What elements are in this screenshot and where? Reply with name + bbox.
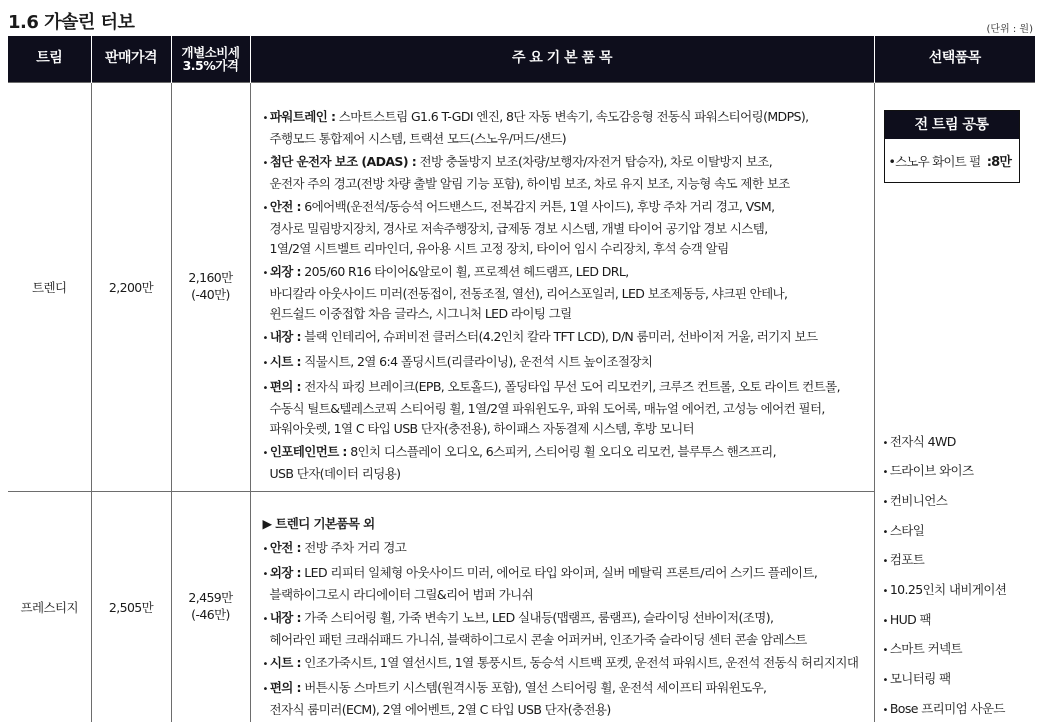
feature-text: 블랙하이그로시 라디에이터 그릴&리어 범퍼 가니쉬	[269, 586, 534, 602]
feature-category: 내장 :	[269, 609, 301, 625]
feature-text: 전자식 파킹 브레이크(EPB, 오토홀드), 폴딩타입 무선 도어 리모컨키, 크루즈 컨트롤, 오토 라이트 컨트롤,	[304, 379, 840, 394]
header-trim: 트림	[8, 36, 91, 82]
bullet-icon: •	[262, 658, 268, 670]
feature-line	[263, 538, 868, 560]
sale-price: 2,505만	[91, 491, 171, 722]
feature-line	[263, 129, 868, 149]
feature-line	[263, 630, 868, 650]
feature-line	[263, 304, 868, 324]
bullet-icon: •	[882, 496, 888, 508]
option-item	[883, 456, 1007, 486]
feature-item	[263, 442, 868, 484]
option-name: 전자식 4WD	[889, 433, 956, 449]
feature-line	[263, 585, 868, 605]
feature-line	[263, 464, 868, 484]
feature-line	[263, 262, 868, 284]
option-list	[883, 427, 1007, 722]
option-item	[883, 427, 1007, 457]
feature-line	[263, 327, 868, 349]
bullet-icon: •	[882, 645, 888, 657]
option-item	[883, 634, 1007, 664]
option-name: 스마트 커넥트	[889, 641, 963, 657]
feature-line	[263, 678, 868, 700]
feature-category: 인포테인먼트 :	[269, 444, 347, 459]
feature-line	[263, 442, 868, 464]
feature-item	[263, 377, 868, 439]
sale-price: 2,200만	[91, 82, 171, 491]
feature-text: 205/60 R16 타이어&알로이 휠, 프로젝션 헤드램프, LED DRL,	[304, 264, 629, 279]
feature-item	[263, 653, 868, 675]
bullet-icon: •	[262, 568, 268, 580]
feature-line	[263, 107, 868, 129]
bullet-icon: •	[262, 683, 268, 695]
feature-line	[263, 563, 868, 585]
option-item	[883, 575, 1007, 605]
feature-category: 외장 :	[269, 564, 301, 580]
tax-price-cell	[171, 82, 250, 491]
trim-row-trendy	[8, 82, 1035, 491]
feature-item	[263, 197, 868, 259]
feature-text: USB 단자(데이터 리딩용)	[269, 466, 401, 481]
feature-text: 전자식 룸미러(ECM), 2열 에어벤트, 2열 C 타입 USB 단자(충전용)	[269, 701, 611, 717]
feature-text: 가죽 스티어링 휠, 가죽 변속기 노브, LED 실내등(맵램프, 룸램프), 슬라이딩 선바이저(조명),	[304, 609, 774, 625]
option-item	[883, 694, 1007, 722]
feature-text: 1열/2열 시트벨트 리마인더, 유아용 시트 고정 장치, 타이어 임시 수리장치, 후석 승객 알림	[269, 241, 729, 256]
feature-category: 편의 :	[269, 679, 301, 695]
feature-subhead: ▶ 트렌디 기본품목 외	[262, 515, 375, 531]
bullet-icon: •	[262, 448, 268, 459]
bullet-icon: •	[262, 333, 268, 344]
feature-text: 직물시트, 2열 6:4 폴딩시트(리클라이닝), 운전석 시트 높이조절장치	[304, 354, 653, 369]
feature-text: 수동식 틸트&텔레스코픽 스티어링 휠, 1열/2열 파워윈도우, 파워 도어록, 매뉴얼 에어컨, 고성능 에어컨 필터,	[269, 401, 825, 416]
feature-line	[263, 419, 868, 439]
feature-category: 안전 :	[269, 539, 301, 555]
option-name: 10.25인치 내비게이션	[889, 581, 1007, 597]
bullet-icon: •	[262, 613, 268, 625]
feature-text: 운전자 주의 경고(전방 차량 출발 알림 기능 포함), 하이빔 보조, 차로 유지 보조, 지능형 속도 제한 보조	[269, 176, 790, 191]
header-price: 판매가격	[91, 36, 171, 82]
bullet-icon: •	[262, 203, 268, 214]
feature-line	[263, 700, 868, 720]
bullet-icon: •	[262, 358, 268, 369]
options-cell	[874, 82, 1035, 722]
feature-line	[263, 174, 868, 194]
option-item	[883, 605, 1007, 635]
option-item	[883, 486, 1007, 516]
option-name: 드라이브 와이즈	[889, 463, 974, 479]
option-name: HUD 팩	[889, 611, 932, 627]
option-item	[883, 516, 1007, 546]
feature-item	[263, 262, 868, 324]
feature-text: 스마트스트림 G1.6 T-GDI 엔진, 8단 자동 변속기, 속도감응형 전동식 파워스티어링(MDPS),	[338, 109, 809, 124]
feature-line	[263, 377, 868, 399]
feature-text: 주행모드 통합제어 시스템, 트랙션 모드(스노우/머드/샌드)	[269, 131, 567, 146]
feature-line	[263, 608, 868, 630]
feature-text: 헤어라인 패턴 크래쉬패드 가니쉬, 블랙하이그로시 콘솔 어퍼커버, 인조가죽 슬라이딩 센터 콘솔 암레스트	[269, 631, 807, 647]
feature-item	[263, 538, 868, 560]
bullet-icon: •	[262, 113, 268, 124]
option-item	[883, 545, 1007, 575]
bullet-icon: •	[882, 437, 888, 449]
feature-text: 경사로 밀림방지장치, 경사로 저속주행장치, 급제동 경보 시스템, 개별 타이어 공기압 경보 시스템,	[269, 221, 768, 236]
feature-text: 버튼시동 스마트키 시스템(원격시동 포함), 열선 스티어링 휠, 운전석 세이프티 파워윈도우,	[304, 679, 767, 695]
bullet-icon: •	[888, 153, 896, 169]
feature-category: 내장 :	[269, 329, 301, 344]
feature-line	[263, 197, 868, 219]
feature-category: 안전 :	[269, 199, 301, 214]
header-features: 주 요 기 본 품 목	[250, 36, 874, 82]
feature-category: 편의 :	[269, 379, 301, 394]
unit-note: (단위 : 원)	[986, 24, 1033, 35]
feature-item	[263, 678, 868, 720]
feature-text: 블랙 인테리어, 슈퍼비전 클러스터(4.2인치 칼라 TFT LCD), D/N 룸미러, 선바이저 거울, 러기지 보드	[304, 329, 818, 344]
trim-name: 프레스티지	[8, 491, 91, 722]
feature-item	[263, 107, 868, 149]
bullet-icon: •	[262, 268, 268, 279]
bullet-icon: •	[882, 615, 888, 627]
tax-price-cell	[171, 491, 250, 722]
bullet-icon: •	[262, 543, 268, 555]
option-name: 스타일	[889, 522, 925, 538]
feature-category: 시트 :	[269, 354, 301, 369]
bullet-icon: •	[882, 704, 888, 716]
feature-line	[263, 399, 868, 419]
feature-item	[263, 563, 868, 605]
price-table	[8, 36, 1035, 722]
bullet-icon: •	[882, 585, 888, 597]
bullet-icon: •	[882, 526, 888, 538]
trim-name: 트렌디	[8, 82, 91, 491]
feature-category: 시트 :	[269, 654, 301, 670]
feature-line	[263, 284, 868, 304]
feature-item	[263, 327, 868, 349]
header-tax-line1: 개별소비세	[181, 44, 240, 60]
feature-item	[263, 608, 868, 650]
common-options-title: 전 트림 공통	[885, 111, 1019, 139]
feature-item	[263, 352, 868, 374]
bullet-icon: •	[262, 383, 268, 394]
feature-line	[263, 152, 868, 174]
option-name: 컴포트	[889, 552, 925, 568]
feature-line	[263, 352, 868, 374]
option-name: 모니터링 팩	[889, 671, 951, 686]
header-options: 선택품목	[874, 36, 1035, 82]
feature-line	[263, 239, 868, 259]
header-row	[8, 36, 1035, 82]
bullet-icon: •	[882, 556, 888, 568]
feature-text: 바디칼라 아웃사이드 미러(전동접이, 전동조절, 열선), 리어스포일러, LED 보조제동등, 샤크핀 안테나,	[269, 286, 788, 301]
feature-text: 6에어백(운전석/동승석 어드밴스드, 전복감지 커튼, 1열 사이드), 후방 주차 거리 경고, VSM,	[304, 199, 775, 214]
header-tax-price	[171, 36, 250, 82]
header-tax-line2: 3.5%가격	[182, 57, 239, 73]
feature-category: 외장 :	[269, 264, 301, 279]
common-option-price: :8만	[986, 154, 1012, 170]
feature-category: 파워트레인 :	[269, 109, 336, 124]
bullet-icon: •	[882, 467, 888, 479]
common-option-name: 스노우 화이트 펄	[895, 153, 981, 169]
feature-line	[263, 219, 868, 239]
bullet-icon: •	[882, 675, 888, 686]
option-name: 컨비니언스	[889, 492, 948, 508]
feature-category: 첨단 운전자 보조 (ADAS) :	[269, 154, 417, 169]
feature-text: 8인치 디스플레이 오디오, 6스피커, 스티어링 휠 오디오 리모컨, 블루투스 핸즈프리,	[350, 444, 776, 459]
tax-diff: (-40만)	[191, 286, 230, 302]
common-options-box	[884, 110, 1020, 183]
feature-list	[250, 491, 874, 722]
feature-text: 파워아웃렛, 1열 C 타입 USB 단자(충전용), 하이패스 자동결제 시스템, 후방 모니터	[269, 421, 695, 436]
feature-text: 인조가죽시트, 1열 열선시트, 1열 통풍시트, 동승석 시트백 포켓, 운전석 파워시트, 운전석 전동식 허리지지대	[304, 654, 859, 670]
tax-price: 2,160만	[188, 269, 233, 285]
option-name: Bose 프리미엄 사운드	[889, 700, 1005, 716]
feature-text: 전방 충돌방지 보조(차량/보행자/자전거 탑승자), 차로 이탈방지 보조,	[419, 154, 773, 169]
tax-diff: (-46만)	[191, 607, 230, 622]
feature-text: 윈드쉴드 이중접합 차음 글라스, 시그니처 LED 라이팅 그릴	[269, 306, 572, 321]
feature-item	[263, 152, 868, 194]
feature-list	[250, 82, 874, 491]
common-option-item	[885, 139, 1019, 182]
option-item	[883, 664, 1007, 694]
page-title: 1.6 가솔린 터보	[8, 12, 135, 33]
tax-price: 2,459만	[188, 590, 233, 606]
bullet-icon: •	[262, 158, 268, 169]
feature-text: 전방 주차 거리 경고	[304, 539, 407, 555]
feature-line	[263, 653, 868, 675]
feature-text: LED 리피터 일체형 아웃사이드 미러, 에어로 타입 와이퍼, 실버 메탈릭 프론트/리어 스키드 플레이트,	[304, 564, 818, 580]
